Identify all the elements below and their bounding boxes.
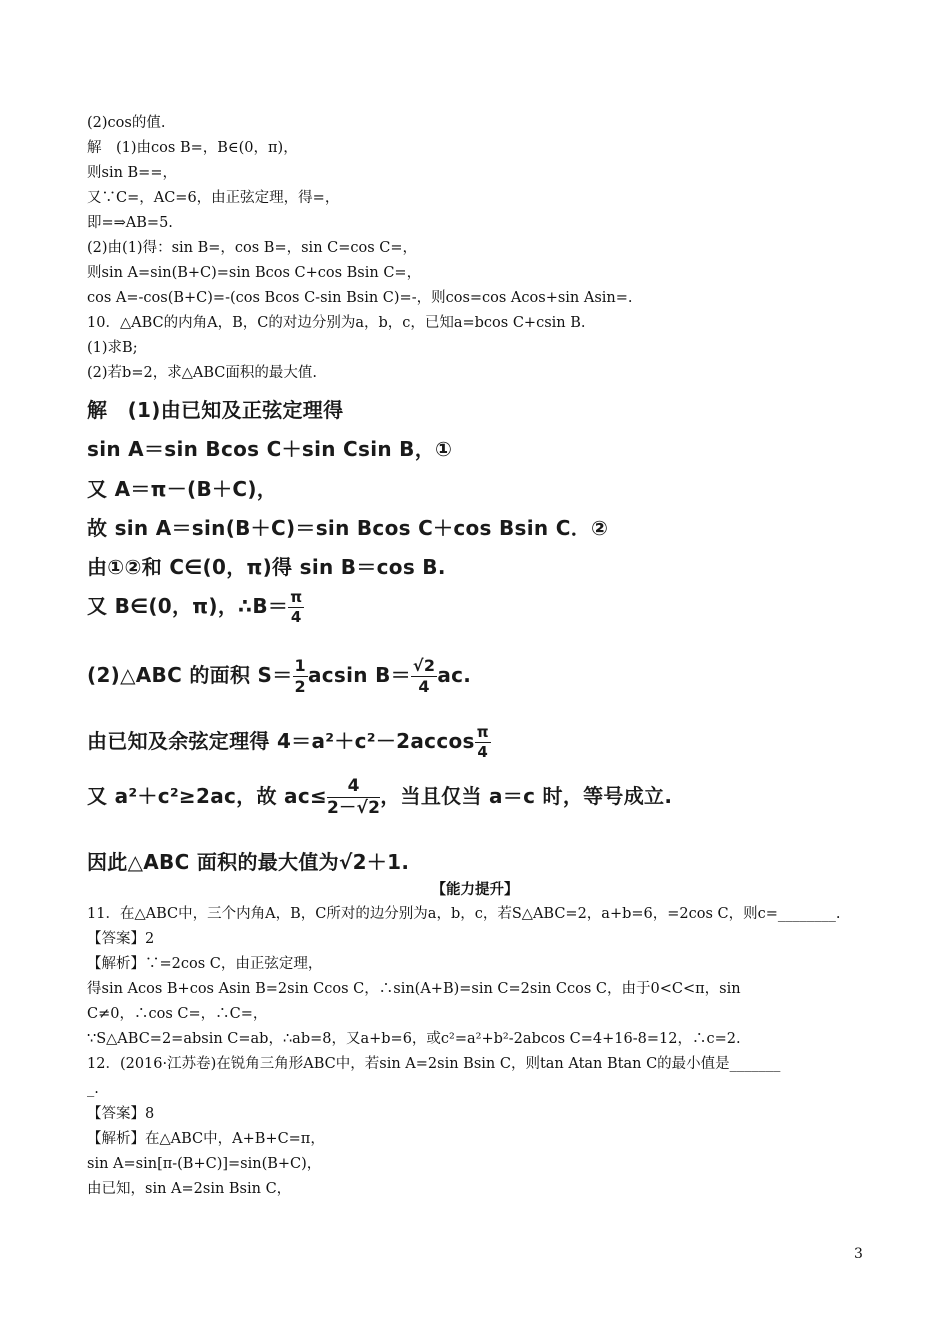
fraction-denominator: 4 <box>290 608 302 626</box>
page-number: 3 <box>854 1246 863 1262</box>
q11-line: C≠0，∴cos C=，∴C=， <box>87 1006 268 1022</box>
fraction-denominator: 2 <box>294 677 306 696</box>
fraction <box>327 778 380 817</box>
solution-row <box>87 658 471 695</box>
q11-line: 【答案】2 <box>87 931 155 947</box>
fraction-numerator: 1 <box>294 656 306 675</box>
q12-line: 【解析】在△ABC中，A+B+C=π， <box>87 1131 325 1147</box>
solution-text: ，当且仅当 a＝c 时，等号成立. <box>380 784 673 808</box>
solution-text: ac. <box>437 663 472 687</box>
q9-line: 则sin B==， <box>87 165 177 181</box>
q12-line: 【答案】8 <box>87 1106 155 1122</box>
q11-line: ∵S△ABC=2=absin C=ab，∴ab=8，又a+b=6，或c²=a²+b²-2abcos C=4+16-8=12，∴c=2. <box>87 1031 741 1047</box>
q9-line: (2)由(1)得：sin B=，cos B=，sin C=cos C=， <box>87 240 418 256</box>
q10-line: (1)求B; <box>87 340 138 356</box>
solution-row: 因此△ABC 面积的最大值为√2＋1. <box>87 850 410 874</box>
solution-text: 又 B∈(0，π)，∴B＝ <box>87 594 289 618</box>
fraction-denominator: 4 <box>477 743 489 761</box>
fraction-numerator: π <box>290 588 303 606</box>
q9-line: cos A=-cos(B+C)=-(cos Bcos C-sin Bsin C)=-，则cos=cos Acos+sin Asin=. <box>87 290 633 306</box>
q12-line: 12．(2016·江苏卷)在锐角三角形ABC中，若sin A=2sin Bsin C，则tan Atan Btan C的最小值是_______ <box>87 1056 781 1072</box>
solution-text: (2)△ABC 的面积 S＝ <box>87 663 293 687</box>
solution-text: 又 a²＋c²≥2ac，故 ac≤ <box>87 784 328 808</box>
fraction <box>411 658 437 695</box>
solution-row: 由①②和 C∈(0，π)得 sin B＝cos B. <box>87 555 446 579</box>
solution-row: 故 sin A＝sin(B＋C)＝sin Bcos C＋cos Bsin C．② <box>87 516 609 540</box>
fraction-denominator: 2－√2 <box>327 798 381 818</box>
q9-line: 解 (1)由cos B=，B∈(0，π)， <box>87 140 298 156</box>
q9-line: 又∵C=，AC=6，由正弦定理，得=， <box>87 190 340 206</box>
fraction-numerator: π <box>476 723 489 741</box>
solution-row: 解 (1)由已知及正弦定理得 <box>87 398 344 422</box>
q11-line: 【解析】∵=2cos C，由正弦定理， <box>87 956 323 972</box>
solution-row: 又 A＝π－(B＋C)， <box>87 477 278 501</box>
q9-line: 即=⇒AB=5. <box>87 215 173 231</box>
solution-row <box>87 725 491 760</box>
q9-line: 则sin A=sin(B+C)=sin Bcos C+cos Bsin C=， <box>87 265 422 281</box>
solution-text: 由已知及余弦定理得 4＝a²＋c²－2accos <box>87 729 475 753</box>
fraction-numerator: 4 <box>327 778 380 798</box>
q12-line: sin A=sin[π-(B+C)]=sin(B+C)， <box>87 1156 322 1172</box>
fraction <box>475 725 491 760</box>
solution-row <box>87 590 304 625</box>
q11-line: 得sin Acos B+cos Asin B=2sin Ccos C，∴sin(A+B)=sin C=2sin Ccos C，由于0<C<π，sin <box>87 981 741 997</box>
fraction-numerator: √2 <box>412 656 436 675</box>
fraction <box>293 658 308 695</box>
section-title: 【能力提升】 <box>431 882 519 898</box>
solution-row: sin A＝sin Bcos C＋sin Csin B，① <box>87 437 453 461</box>
q12-line: 由已知，sin A=2sin Bsin C， <box>87 1181 292 1197</box>
q10-line: 10．△ABC的内角A，B，C的对边分别为a，b，c，已知a=bcos C+csin B. <box>87 315 586 331</box>
fraction <box>288 590 304 625</box>
solution-row <box>87 778 672 817</box>
q12-line: _. <box>87 1081 99 1097</box>
fraction-denominator: 4 <box>418 677 430 696</box>
solution-text: acsin B＝ <box>307 663 411 687</box>
q9-line: (2)cos的值. <box>87 115 166 131</box>
q11-line: 11．在△ABC中，三个内角A，B，C所对的边分别为a，b，c，若S△ABC=2，a+b=6，=2cos C，则c=________. <box>87 906 841 922</box>
q10-line: (2)若b=2，求△ABC面积的最大值. <box>87 365 317 381</box>
